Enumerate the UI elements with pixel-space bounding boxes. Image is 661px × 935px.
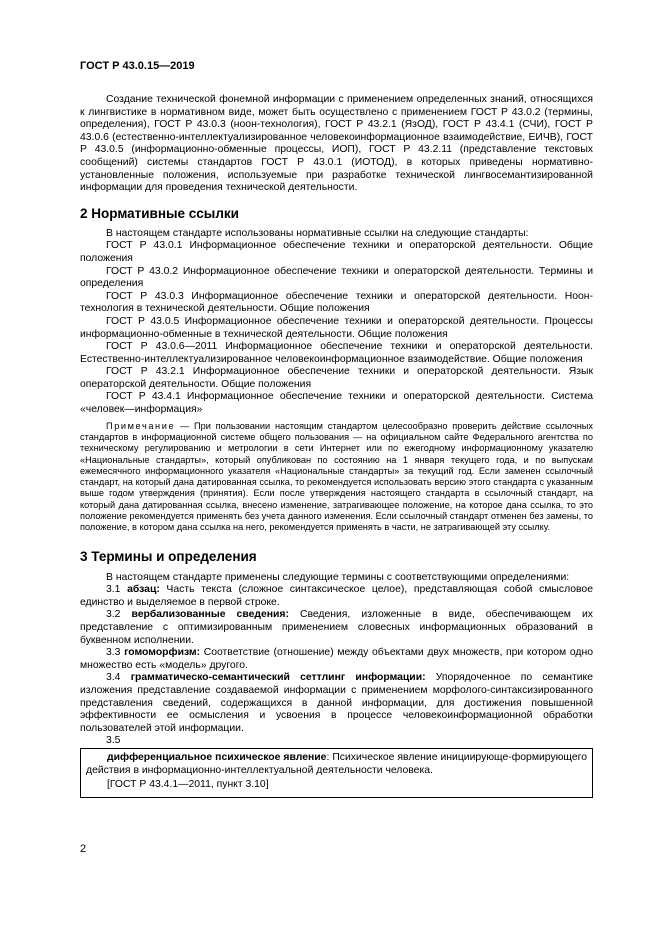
note-label: Примечание [106, 420, 176, 431]
term-number-3-5: 3.5 [106, 735, 121, 747]
term-number: 3.3 [106, 647, 125, 659]
quoted-term-definition: : Психическое явление инициирующе-формирующего действия в информационно-интеллектуальной деятельности человека. [86, 751, 587, 776]
ref-item: ГОСТ Р 43.0.5 Информационное обеспечение техники и операторской деятельности. Процессы информационно-обменные в технической деятельности. Общие положения [80, 315, 593, 340]
term-number: 3.4 [106, 672, 131, 684]
term-definition: Сведения, изложенные в виде, обеспечивающем их представление с оптимизированным применением словесных информационных образований в буквенном исполнении. [80, 609, 593, 646]
quoted-term-source: [ГОСТ Р 43.4.1—2011, пункт 3.10] [107, 779, 269, 791]
document-body [80, 94, 593, 798]
term-definition: Соответствие (отношение) между объектами двух множеств, при котором одно множество есть «модель» другого. [80, 647, 593, 671]
note-text: — При пользовании настоящим стандартом целесообразно проверить действие ссылочных стандартов в информационной системе общего пользования — на официальном сайте Федерального агентства по техническому регулированию и метрологии в сети Интернет или по ежегодному информационному указателю «Национальные стандарты», который опубликован по состоянию на 1 января текущего года, и по выпускам ежемесячного информационного указателя «Национальные стандарты» за текущий год. Если заменен ссылочный стандарт, на который дана датированная ссылка, то рекомендуется использовать версию этого стандарта с указанным выше годом утверждения (принятия). Если после утверждения настоящего стандарта в ссылочный стандарт, на который дана датированная ссылка, внесено изменение, затрагивающее положение, на которое дана ссылка, то это положение рекомендуется применять без учета данного изменения. Если ссылочный стандарт отменен без замены, то положение, в котором дана ссылка на него, рекомендуется применять в части, не затрагивающей эту ссылку. [80, 420, 593, 533]
term-entry [80, 584, 593, 609]
section-2-lead: В настоящем стандарте использованы нормативные ссылки на следующие стандарты: [106, 227, 529, 239]
term-entry [80, 672, 593, 735]
note-paragraph [80, 421, 593, 534]
term-name: грамматическо-семантический сеттлинг информации: [130, 672, 426, 684]
ref-item: ГОСТ Р 43.0.1 Информационное обеспечение техники и операторской деятельности. Общие положения [80, 240, 593, 264]
ref-item: ГОСТ Р 43.0.6—2011 Информационное обеспечение техники и операторской деятельности. Естественно-интеллектуализированное человекоинформационное взаимодействие. Общие положения [80, 341, 593, 365]
term-entry [80, 609, 593, 647]
ref-item: ГОСТ Р 43.2.1 Информационное обеспечение техники и операторской деятельности. Язык операторской деятельности. Общие положения [80, 366, 593, 390]
term-name: гомоморфизм: [124, 647, 201, 659]
section-3-lead: В настоящем стандарте применены следующие термины с соответствующими определениями: [106, 571, 570, 583]
ref-item: ГОСТ Р 43.4.1 Информационное обеспечение техники и операторской деятельности. Система «человек—информация» [80, 391, 593, 416]
page-number: 2 [80, 843, 87, 855]
term-name: абзац: [127, 584, 160, 596]
quoted-term-entry [86, 752, 587, 777]
intro-paragraph: Создание технической фонемной информации с применением определенных знаний, относящихся к лингвистике в нормативном виде, может быть осуществлено с применением ГОСТ Р 43.0.2 (термины, определения), ГОСТ Р 43.0.3 (ноон-технология), ГОСТ Р 43.2.1 (ЯзОД), ГОСТ Р 43.4.1 (СЧИ), ГОСТ Р 43.0.6 (естественно-интеллектуализированное человекоинформационное взаимодействие, ЕИЧВ), ГОСТ Р 43.0.5 (информационно-обменные процессы, ИОП), ГОСТ Р 43.2.11 (представление текстовых сообщений) системы стандартов ГОСТ Р 43.0.1 (ИОТОД), в которых приведены нормативно-установленные положения, используемые при разработке технической лингвосемантизированной информации для проведения технической деятельности. [80, 94, 593, 194]
quoted-term-name: дифференциальное психическое явление [107, 751, 327, 763]
term-definition: Часть текста (сложное синтаксическое целое), представляющая собой смысловое единство и выделяемое в первой строке. [80, 584, 593, 608]
term-number: 3.2 [106, 609, 132, 621]
term-entry [80, 647, 593, 672]
section-2-heading: 2 Нормативные ссылки [80, 205, 239, 221]
quoted-term-box [80, 748, 593, 798]
section-3-heading: 3 Термины и определения [80, 548, 257, 564]
term-number: 3.1 [106, 584, 128, 596]
term-name: вербализованные сведения: [131, 609, 289, 621]
document-header: ГОСТ Р 43.0.15—2019 [80, 60, 195, 72]
ref-item: ГОСТ Р 43.0.3 Информационное обеспечение техники и операторской деятельности. Ноон-технология в технической деятельности. Общие положения [80, 290, 593, 315]
ref-item: ГОСТ Р 43.0.2 Информационное обеспечение техники и операторской деятельности. Термины и определения [80, 265, 593, 290]
term-definition: Упорядоченное по семантике изложения представление создаваемой информации с применением морфолого-синтаксизированного представления сведений, содержащихся в данной информации, для достижения повышенной эффективности ее осмысления и усвоения в процессе человекоинформационной обработки пользователей этой информации. [80, 672, 593, 734]
